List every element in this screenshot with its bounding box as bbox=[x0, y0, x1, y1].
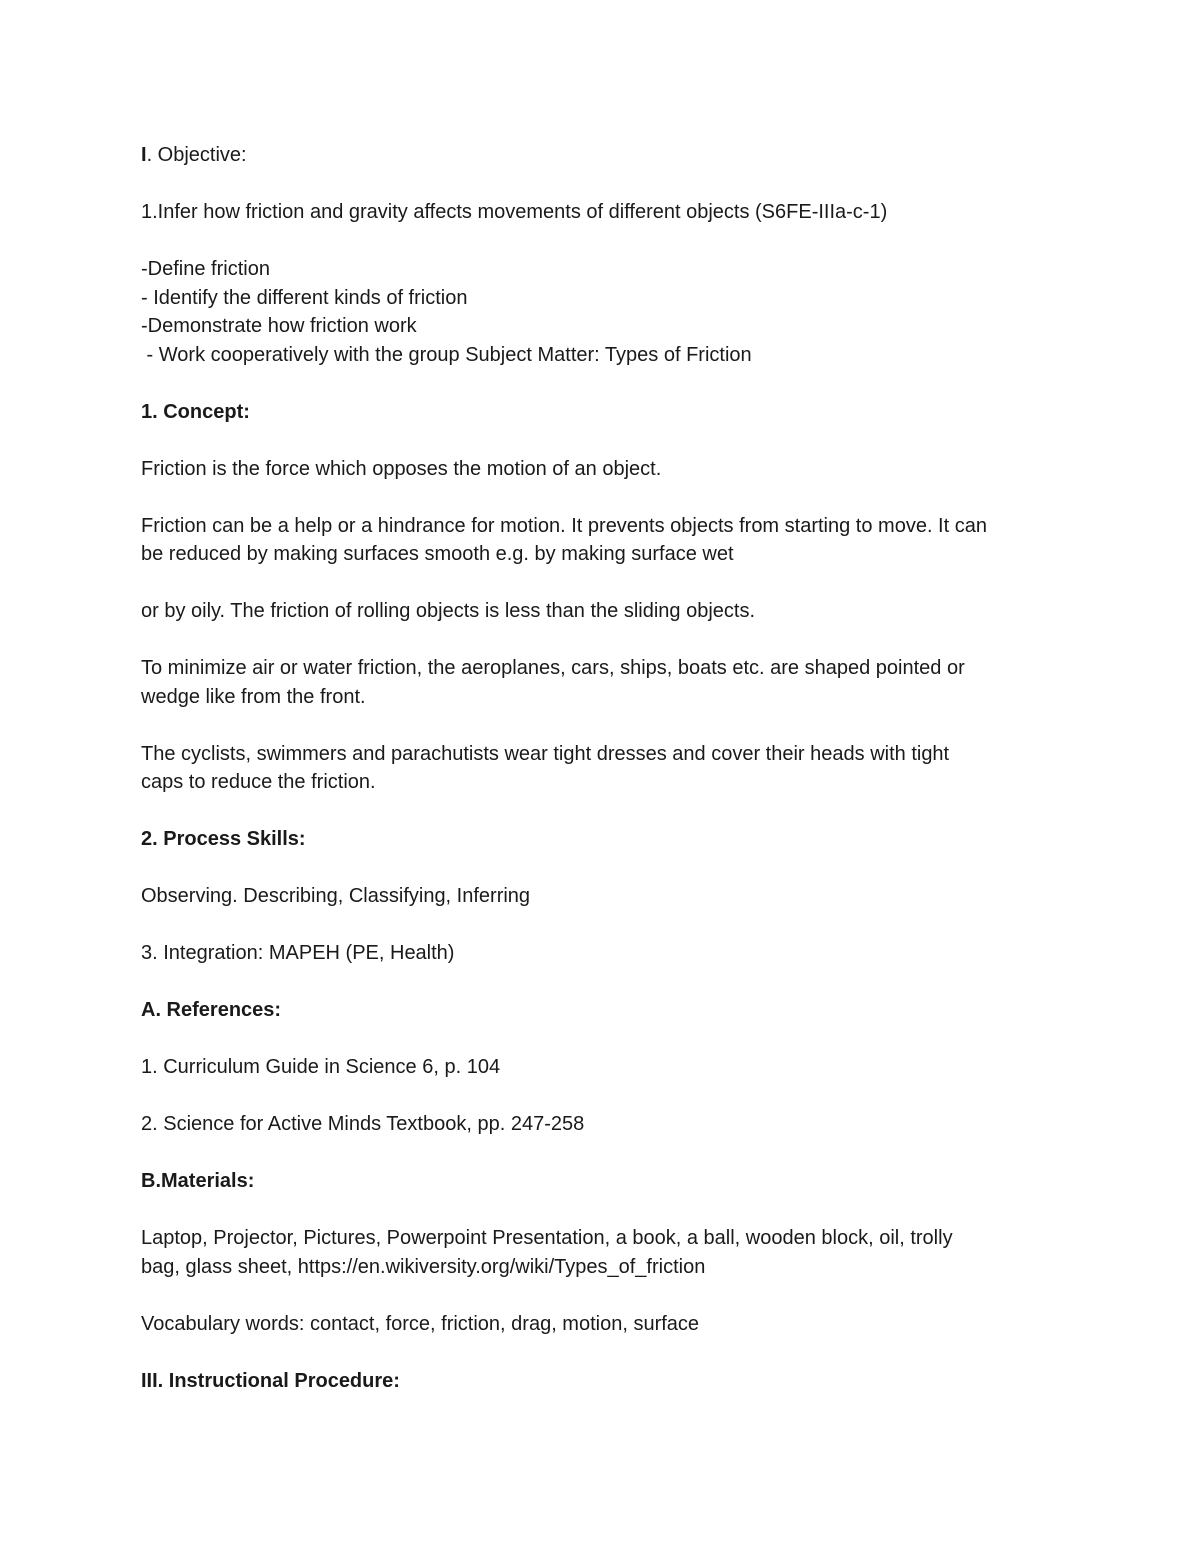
concept-paragraph-line: To minimize air or water friction, the aeroplanes, cars, ships, boats etc. are shaped pointed or bbox=[141, 657, 965, 679]
objective-subitem: -Demonstrate how friction work bbox=[141, 315, 417, 337]
concept-heading: 1. Concept: bbox=[141, 400, 250, 423]
objective-heading-roman: I bbox=[141, 144, 147, 166]
objective-subitem: - Work cooperatively with the group Subject Matter: Types of Friction bbox=[141, 343, 752, 366]
concept-paragraph: Friction is the force which opposes the motion of an object. bbox=[141, 457, 662, 480]
reference-item: 1. Curriculum Guide in Science 6, p. 104 bbox=[141, 1056, 501, 1078]
vocabulary-words: Vocabulary words: contact, force, friction, drag, motion, surface bbox=[141, 1312, 700, 1335]
objective-heading-text: . Objective: bbox=[146, 144, 247, 166]
materials-heading: B.Materials: bbox=[141, 1170, 255, 1192]
concept-paragraph bbox=[141, 654, 1071, 711]
materials-list bbox=[141, 1224, 1071, 1281]
concept-paragraph bbox=[141, 512, 1071, 569]
process-skills-heading: 2. Process Skills: bbox=[141, 828, 306, 850]
concept-paragraph-line: be reduced by making surfaces smooth e.g. by making surface wet bbox=[141, 543, 734, 565]
integration-text: 3. Integration: MAPEH (PE, Health) bbox=[141, 942, 455, 964]
objective-heading bbox=[141, 141, 1071, 170]
objective-subitem: - Identify the different kinds of friction bbox=[141, 286, 468, 309]
document-page bbox=[141, 141, 1071, 1424]
concept-paragraph-line: Friction can be a help or a hindrance for motion. It prevents objects from starting to move. It can bbox=[141, 514, 987, 537]
concept-paragraph-line: wedge like from the front. bbox=[141, 685, 366, 708]
reference-item: 2. Science for Active Minds Textbook, pp. 247-258 bbox=[141, 1113, 585, 1135]
process-skills-text: Observing. Describing, Classifying, Inferring bbox=[141, 885, 531, 907]
concept-paragraph-line: caps to reduce the friction. bbox=[141, 771, 376, 793]
concept-paragraph-line: The cyclists, swimmers and parachutists wear tight dresses and cover their heads with tight bbox=[141, 742, 950, 765]
materials-line: Laptop, Projector, Pictures, Powerpoint Presentation, a book, a ball, wooden block, oil, trolly bbox=[141, 1227, 953, 1249]
objective-subitems bbox=[141, 255, 1071, 369]
concept-paragraph: or by oily. The friction of rolling objects is less than the sliding objects. bbox=[141, 600, 756, 622]
objective-item-1: 1.Infer how friction and gravity affects movements of different objects (S6FE-IIIa-c-1) bbox=[141, 201, 888, 223]
objective-subitem: -Define friction bbox=[141, 258, 270, 280]
concept-paragraph bbox=[141, 740, 1071, 797]
references-heading: A. References: bbox=[141, 999, 282, 1021]
instructional-procedure-heading: III. Instructional Procedure: bbox=[141, 1369, 400, 1392]
materials-line: bag, glass sheet, https://en.wikiversity.org/wiki/Types_of_friction bbox=[141, 1255, 706, 1278]
